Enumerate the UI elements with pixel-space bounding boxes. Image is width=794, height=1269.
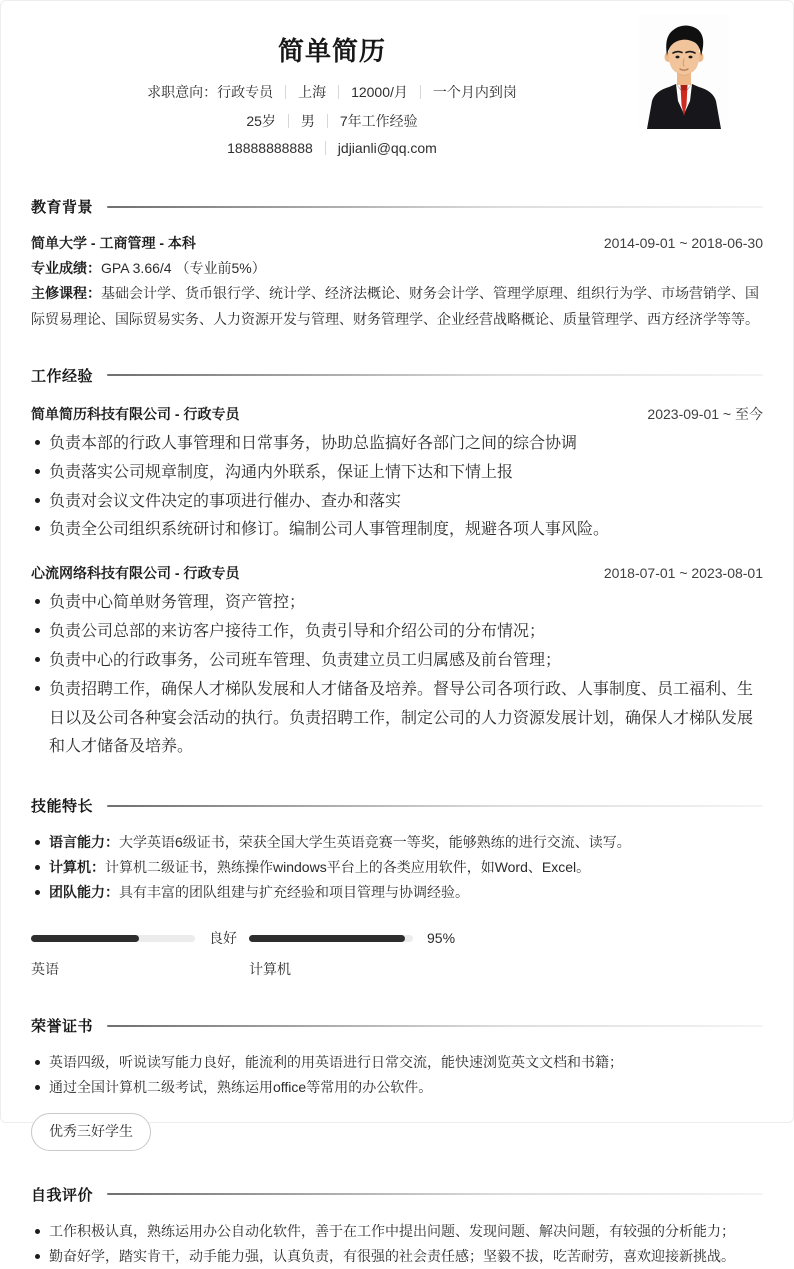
- divider: [325, 141, 326, 155]
- gender: 男: [300, 113, 315, 129]
- avatar-illustration: [639, 15, 729, 129]
- gpa-line: [31, 256, 763, 281]
- job-entry: [31, 561, 763, 762]
- section-work: [31, 365, 763, 762]
- company-position: 心流网络科技有限公司 - 行政专员: [31, 565, 240, 582]
- job-duties-list: [31, 589, 763, 762]
- skill-label: 团队能力：: [49, 884, 119, 901]
- honor-item: 通过全国计算机二级考试，熟练运用office等常用的办公软件。: [31, 1075, 763, 1100]
- intent-availability: 一个月内到岗: [432, 84, 517, 100]
- intent-position: 行政专员: [217, 84, 274, 100]
- progress-track: [249, 935, 413, 942]
- skills-title: 技能特长: [31, 798, 94, 816]
- education-date-range: 2014-09-01 ~ 2018-06-30: [603, 235, 763, 251]
- job-entry: [31, 402, 763, 545]
- skills-header: [31, 795, 763, 816]
- job-duty: 负责对会议文件决定的事项进行催办、查办和落实: [31, 488, 763, 517]
- resume-header: [1, 1, 793, 156]
- gpa-value: GPA 3.66/4 （专业前5%）: [101, 260, 266, 277]
- gpa-label: 专业成绩：: [31, 260, 101, 277]
- section-divider-line: [107, 206, 763, 208]
- divider: [420, 85, 421, 99]
- job-duties-list: [31, 430, 763, 545]
- education-title: 教育背景: [31, 199, 94, 216]
- company-position: 简单简历科技有限公司 - 行政专员: [31, 405, 240, 422]
- job-duty: 负责全公司组织系统研讨和修订。编制公司人事管理制度，规避各项人事风险。: [31, 516, 763, 545]
- page-title: 简单简历: [277, 36, 386, 66]
- section-honors: [31, 1015, 763, 1151]
- section-skills: [31, 795, 763, 982]
- skill-bars: [31, 926, 763, 982]
- skill-bar-computer: [249, 926, 467, 982]
- divider: [338, 85, 339, 99]
- skill-bar-name: 计算机: [249, 960, 291, 977]
- divider: [285, 85, 286, 99]
- section-self-evaluation: [31, 1184, 763, 1269]
- section-divider-line: [107, 805, 763, 807]
- divider: [288, 114, 289, 128]
- job-duty: 负责落实公司规章制度，沟通内外联系，保证上情下达和下情上报: [31, 459, 763, 488]
- job-duty: 负责中心简单财务管理，资产管控；: [31, 589, 763, 618]
- school-degree: 简单大学 - 工商管理 - 本科: [31, 235, 196, 251]
- honors-title: 荣誉证书: [31, 1018, 94, 1036]
- skill-bar-english: [31, 926, 249, 982]
- divider: [327, 114, 328, 128]
- section-divider-line: [107, 1193, 763, 1195]
- job-date-range: 2018-07-01 ~ 2023-08-01: [603, 565, 763, 582]
- intent-city: 上海: [298, 84, 327, 100]
- profile-photo: [639, 15, 729, 129]
- education-entry: [31, 231, 763, 256]
- progress-fill: [31, 935, 139, 942]
- skill-label: 计算机：: [49, 859, 105, 876]
- job-date-range: 2023-09-01 ~ 至今: [647, 405, 763, 422]
- email-address: jdjianli@qq.com: [337, 140, 437, 156]
- skill-label: 语言能力：: [49, 834, 119, 851]
- resume-content: [1, 196, 793, 1269]
- courses-value: 基础会计学、货币银行学、统计学、经济法概论、财务会计学、管理学原理、组织行为学、市场营销学、国际贸易理论、国际贸易实务、人力资源开发与管理、财务管理学、企业经营战略概论、质量管理学、西方经济学等等。: [31, 285, 759, 327]
- intent-label: 求职意向：: [147, 84, 218, 100]
- honor-item: 英语四级，听说读写能力良好，能流利的用英语进行日常交流，能快速浏览英文文档和书籍；: [31, 1050, 763, 1075]
- intent-salary: 12000/月: [351, 84, 408, 100]
- education-header: [31, 196, 763, 217]
- phone-number: 18888888888: [227, 140, 313, 156]
- self-evaluation-item: 工作积极认真，熟练运用办公自动化软件，善于在工作中提出问题、发现问题、解决问题，有较强的分析能力；: [31, 1219, 763, 1244]
- section-divider-line: [107, 1025, 763, 1027]
- self-evaluation-list: [31, 1219, 763, 1269]
- honors-list: [31, 1050, 763, 1100]
- section-education: [31, 196, 763, 332]
- self-evaluation-title: 自我评价: [31, 1186, 94, 1204]
- job-duty: 负责本部的行政人事管理和日常事务，协助总监搞好各部门之间的综合协调: [31, 430, 763, 459]
- progress-label: 良好: [209, 929, 237, 946]
- progress-fill: [249, 935, 405, 942]
- skill-bar-name: 英语: [31, 960, 59, 977]
- basic-info-line: [31, 111, 633, 131]
- contact-line: [31, 140, 633, 156]
- work-title: 工作经验: [31, 367, 94, 385]
- progress-track: [31, 935, 195, 942]
- skill-item: [31, 880, 763, 905]
- job-duty: 负责公司总部的来访客户接待工作，负责引导和介绍公司的分布情况；: [31, 618, 763, 647]
- self-evaluation-item: 勤奋好学，踏实肯干，动手能力强，认真负责，有很强的社会责任感；坚毅不拔，吃苦耐劳，喜欢迎接新挑战。: [31, 1244, 763, 1269]
- skill-text: 大学英语6级证书，荣获全国大学生英语竞赛一等奖，能够熟练的进行交流、读写。: [119, 834, 631, 851]
- intent-line: [31, 82, 633, 102]
- self-evaluation-header: [31, 1184, 763, 1205]
- honors-header: [31, 1015, 763, 1036]
- honor-badge: 优秀三好学生: [31, 1113, 151, 1150]
- skill-item: [31, 855, 763, 880]
- skills-list: [31, 830, 763, 906]
- work-header: [31, 365, 763, 386]
- progress-label: 95%: [427, 929, 456, 946]
- skill-text: 具有丰富的团队组建与扩充经验和项目管理与协调经验。: [119, 884, 469, 901]
- section-divider-line: [107, 374, 763, 376]
- courses-label: 主修课程：: [31, 285, 101, 302]
- experience-years: 7年工作经验: [339, 113, 418, 129]
- job-duty: 负责中心的行政事务，公司班车管理、负责建立员工归属感及前台管理；: [31, 647, 763, 676]
- job-duty: 负责招聘工作，确保人才梯队发展和人才储备及培养。督导公司各项行政、人事制度、员工福利、生日以及公司各种宴会活动的执行。负责招聘工作，制定公司的人力资源发展计划，确保人才梯队发展和人才储备及培养。: [31, 676, 763, 762]
- courses-line: [31, 281, 763, 331]
- skill-text: 计算机二级证书，熟练操作windows平台上的各类应用软件，如Word、Excel。: [105, 859, 591, 876]
- age: 25岁: [246, 113, 276, 129]
- skill-item: [31, 830, 763, 855]
